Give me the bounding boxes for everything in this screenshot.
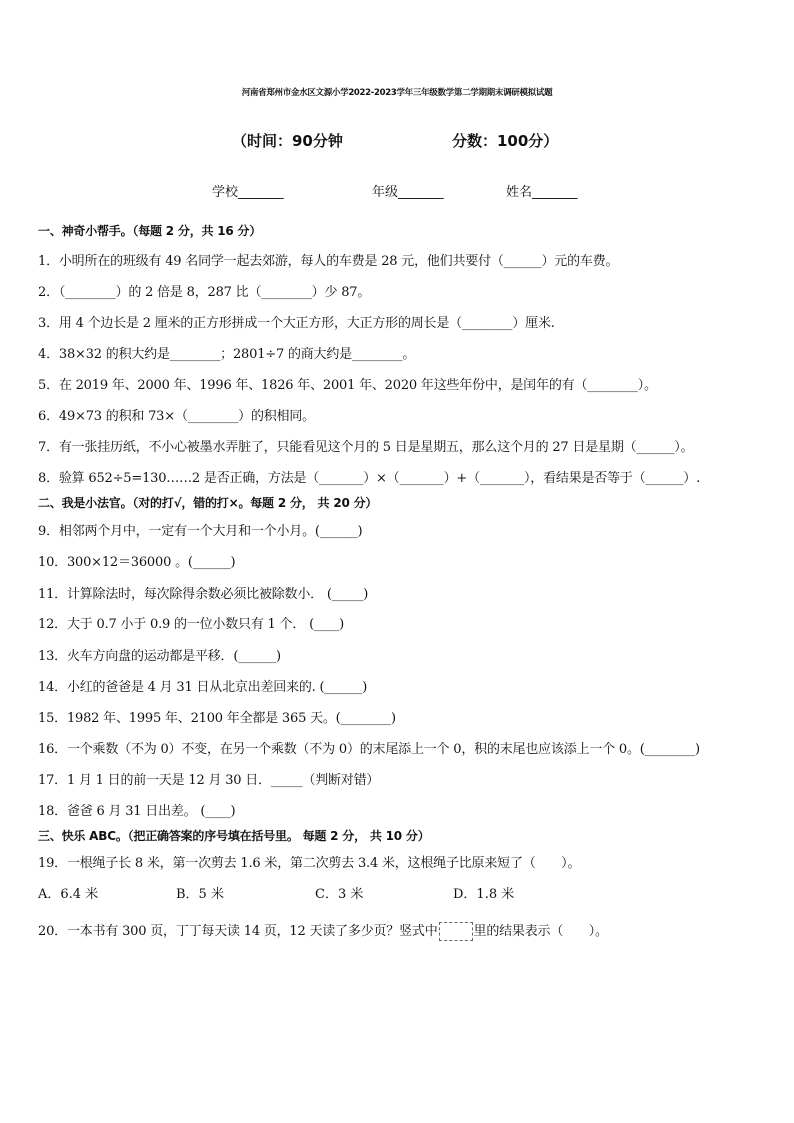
question-2: 2．（________）的 2 倍是 8，287 比（________）少 87。 — [38, 285, 371, 300]
school-field: 学校_______ — [212, 185, 284, 200]
question-13: 13．火车方向盘的运动都是平移．(______) — [38, 649, 281, 664]
name-field: 姓名_______ — [506, 185, 578, 200]
exam-score: 分数：100分） — [452, 132, 559, 150]
question-16: 16．一个乘数（不为 0）不变，在另一个乘数（不为 0）的末尾添上一个 0，积的末尾也应该添上一个 0。(________) — [38, 742, 700, 757]
question-4: 4．38×32 的积大约是________；2801÷7 的商大约是________。 — [38, 347, 416, 362]
question-14: 14．小红的爸爸是 4 月 31 日从北京出差回来的. (______) — [38, 680, 368, 695]
question-11: 11．计算除法时，每次除得余数必须比被除数小． (_____) — [38, 587, 369, 602]
question-5: 5．在 2019 年、2000 年、1996 年、1826 年、2001 年、2020 年这些年份中，是闰年的有（________）。 — [38, 378, 657, 393]
option-a: A．6.4 米 — [38, 887, 99, 902]
answer-box — [439, 922, 473, 941]
question-9: 9．相邻两个月中，一定有一个大月和一个小月。(______) — [38, 524, 363, 539]
question-3: 3．用 4 个边长是 2 厘米的正方形拼成一个大正方形，大正方形的周长是（________）厘米. — [38, 316, 555, 331]
question-7: 7．有一张挂历纸，不小心被墨水弄脏了，只能看见这个月的 5 日是星期五，那么这个月的 27 日是星期（______）。 — [38, 440, 694, 455]
question-12: 12．大于 0.7 小于 0.9 的一位小数只有 1 个． (____) — [38, 617, 345, 632]
question-10: 10．300×12＝36000 。(______) — [38, 555, 236, 570]
question-1: 1．小明所在的班级有 49 名同学一起去郊游，每人的车费是 28 元，他们共要付（______）元的车费。 — [38, 254, 619, 269]
question-19: 19．一根绳子长 8 米，第一次剪去 1.6 米，第二次剪去 3.4 米，这根绳子比原来短了（ ）。 — [38, 856, 581, 871]
section-heading-1: 一、神奇小帮手。（每题 2 分，共 16 分） — [38, 224, 262, 238]
question-20-text-start: 20．一本书有 300 页，丁丁每天读 14 页，12 天读了多少页？竖式中 — [38, 924, 438, 939]
option-d: D．1.8 米 — [453, 887, 515, 902]
exam-time: （时间：90分钟 — [232, 132, 343, 150]
question-8: 8．验算 652÷5=130……2 是否正确，方法是（_______）×（_______）+（_______），看结果是否等于（______）. — [38, 471, 701, 486]
grade-field: 年级_______ — [372, 185, 444, 200]
question-15: 15．1982 年、1995 年、2100 年全都是 365 天。(________) — [38, 711, 396, 726]
option-b: B．5 米 — [176, 887, 224, 902]
section-heading-3: 三、快乐 ABC。（把正确答案的序号填在括号里。 每题 2 分， 共 10 分） — [38, 829, 430, 843]
question-18: 18．爸爸 6 月 31 日出差。 (____) — [38, 804, 236, 819]
section-heading-2: 二、我是小法官。（对的打√，错的打×。每题 2 分， 共 20 分） — [38, 496, 378, 510]
option-c: C．3 米 — [315, 887, 364, 902]
question-20-text-end: 里的结果表示（ ）。 — [473, 924, 608, 939]
page-title: 河南省郑州市金水区文源小学2022-2023学年三年级数学第二学期期末调研模拟试题 — [241, 88, 553, 98]
question-20 — [38, 920, 608, 941]
question-17: 17．1 月 1 日的前一天是 12 月 30 日．_____（判断对错） — [38, 773, 380, 788]
question-6: 6．49×73 的积和 73×（________）的积相同。 — [38, 409, 315, 424]
